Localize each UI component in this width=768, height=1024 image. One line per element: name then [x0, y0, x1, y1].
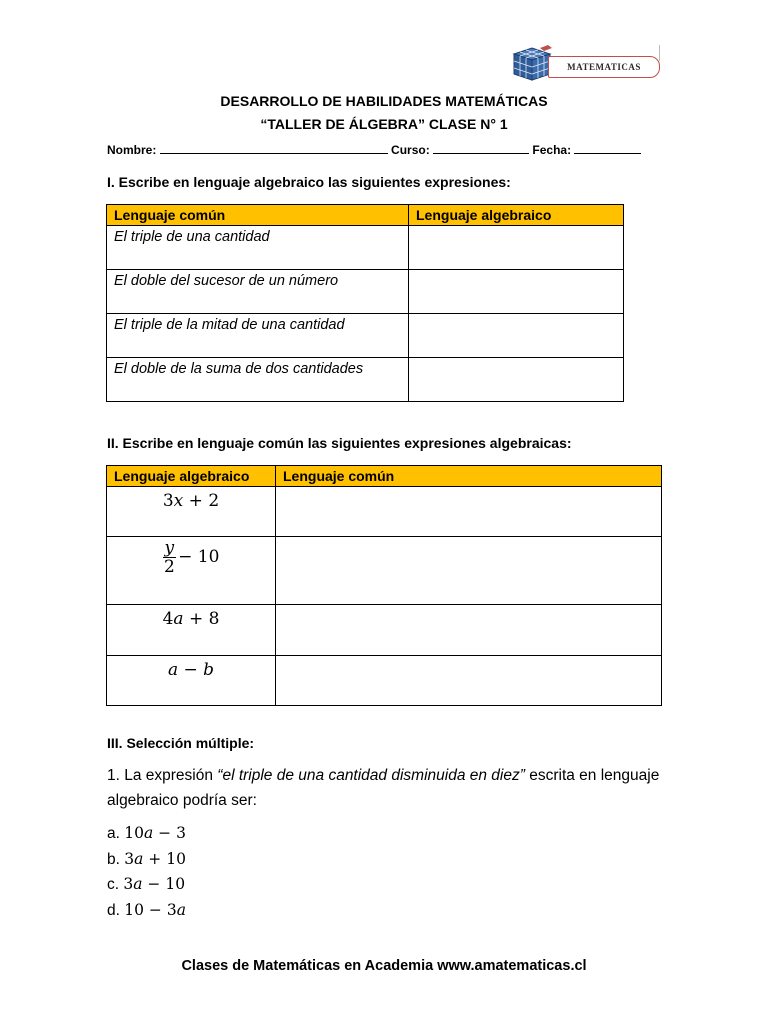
answer-cell[interactable]: [276, 487, 662, 537]
answer-cell[interactable]: [276, 605, 662, 656]
answer-cell[interactable]: [276, 656, 662, 706]
question-prefix: 1. La expresión: [107, 767, 218, 784]
answer-cell[interactable]: [409, 314, 624, 358]
table-row: [107, 226, 624, 270]
expression-cell: [107, 537, 276, 605]
logo-text: MATEMATICAS: [548, 56, 660, 78]
table-row: [107, 314, 624, 358]
option-b[interactable]: [107, 847, 667, 873]
option-a[interactable]: [107, 821, 667, 847]
expression-cell: [107, 605, 276, 656]
date-label: Fecha:: [532, 143, 572, 157]
question-quote: “el triple de una cantidad disminuida en diez”: [217, 767, 525, 784]
col-header-common: Lenguaje común: [276, 466, 662, 487]
option-letter: b.: [107, 850, 120, 868]
answer-cell[interactable]: [409, 270, 624, 314]
col-header-algebraic: Lenguaje algebraico: [409, 205, 624, 226]
expression-a-minus-b: a − b: [167, 660, 215, 680]
table-header-row: [107, 205, 624, 226]
expression-cell: [107, 487, 276, 537]
phrase-cell: El triple de una cantidad: [107, 226, 409, 270]
phrase-cell: El doble de la suma de dos cantidades: [107, 358, 409, 402]
section-3-title: III. Selección múltiple:: [107, 735, 255, 751]
table-row: [107, 537, 662, 605]
course-blank[interactable]: [433, 141, 529, 154]
phrase-cell: El triple de la mitad de una cantidad: [107, 314, 409, 358]
date-blank[interactable]: [574, 141, 641, 154]
question-1: [107, 763, 667, 813]
question-suffix: escrita en lenguaje algebraico podría ser:: [107, 767, 660, 809]
answer-cell[interactable]: [276, 537, 662, 605]
options-list: [107, 821, 667, 923]
phrase-cell: El doble del sucesor de un número: [107, 270, 409, 314]
name-label: Nombre:: [107, 143, 157, 157]
page-subtitle: “TALLER DE ÁLGEBRA” CLASE N° 1: [260, 116, 508, 132]
page-title: DESARROLLO DE HABILIDADES MATEMÁTICAS: [220, 93, 548, 109]
answer-cell[interactable]: [409, 226, 624, 270]
option-letter: a.: [107, 825, 120, 842]
expression-4a-plus-8: 4a + 8: [162, 609, 220, 629]
col-header-common: Lenguaje común: [107, 205, 409, 226]
expression-cell: [107, 656, 276, 706]
option-expression: 10 − 3a: [124, 900, 186, 919]
section-1-table: [106, 204, 624, 402]
section-1-title: I. Escribe en lenguaje algebraico las siguientes expresiones:: [107, 174, 511, 190]
section-2-table: [106, 465, 662, 706]
option-c[interactable]: [107, 872, 667, 898]
divider: [659, 45, 660, 61]
course-label: Curso:: [391, 143, 430, 157]
expression-3x-plus-2: 3x + 2: [162, 491, 220, 511]
table-row: [107, 656, 662, 706]
table-header-row: [107, 466, 662, 487]
expression-y-over-2-minus-10: $\frac{y}{2}$ − 10: [163, 538, 220, 577]
option-expression: 10a − 3: [124, 824, 186, 842]
section-2-title: II. Escribe en lenguaje común las siguientes expresiones algebraicas:: [107, 435, 572, 451]
answer-cell[interactable]: [409, 358, 624, 402]
matematicas-logo: [510, 44, 660, 84]
col-header-algebraic: Lenguaje algebraico: [107, 466, 276, 487]
option-d[interactable]: [107, 898, 667, 924]
table-row: [107, 487, 662, 537]
table-row: [107, 270, 624, 314]
table-row: [107, 358, 624, 402]
name-blank[interactable]: [160, 141, 388, 154]
option-expression: 3a + 10: [124, 849, 186, 868]
student-fields: [107, 141, 641, 157]
option-letter: d.: [107, 901, 120, 919]
option-expression: 3a − 10: [123, 875, 186, 893]
option-letter: c.: [107, 876, 120, 893]
table-row: [107, 605, 662, 656]
footer-text: Clases de Matemáticas en Academia www.amatematicas.cl: [181, 958, 587, 974]
